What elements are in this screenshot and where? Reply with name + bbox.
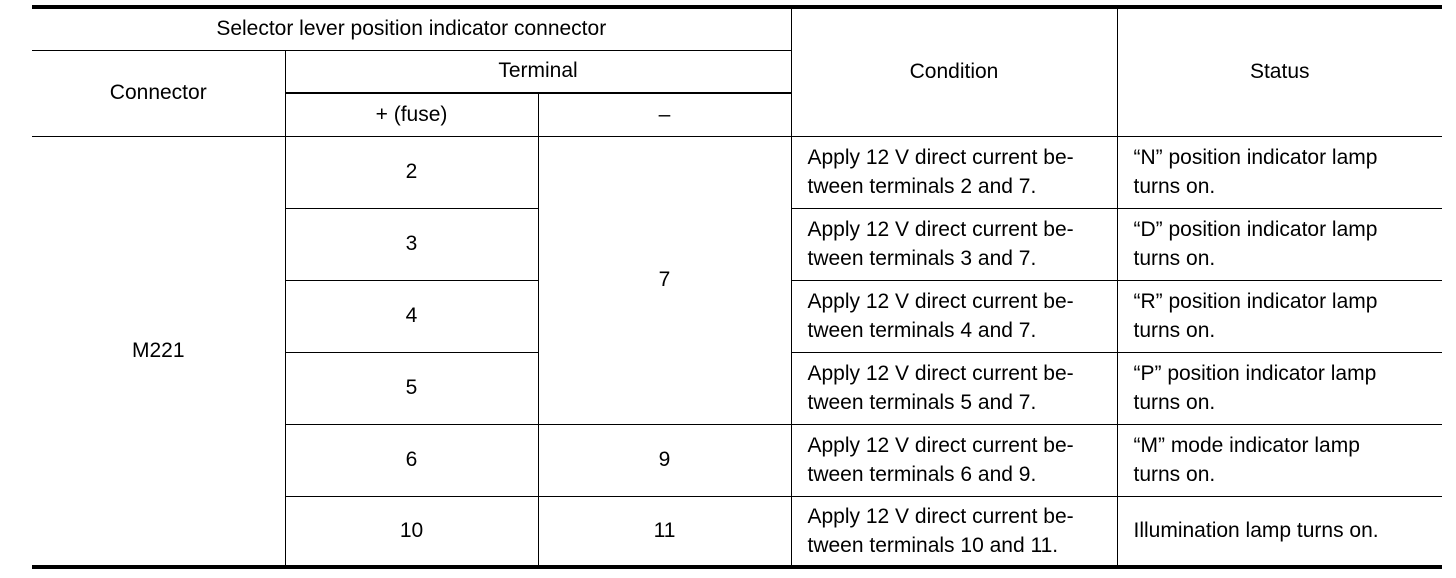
condition-cell: [791, 208, 1117, 280]
condition-line: Apply 12 V direct current be-: [807, 218, 1074, 241]
condition-cell: [791, 280, 1117, 352]
table-frame: [32, 0, 1442, 578]
status-cell: [1117, 496, 1442, 567]
condition-line: Apply 12 V direct current be-: [807, 146, 1074, 169]
status-line: “M” mode indicator lamp: [1133, 434, 1360, 457]
plus-terminal-cell: 10: [285, 496, 538, 567]
condition-line: tween terminals 3 and 7.: [807, 247, 1037, 270]
plus-terminal-cell: 3: [285, 208, 538, 280]
condition-line: Apply 12 V direct current be-: [807, 290, 1074, 313]
status-cell: [1117, 280, 1442, 352]
condition-header: Condition: [791, 7, 1117, 136]
status-line: turns on.: [1133, 391, 1216, 414]
minus-terminal-cell: 7: [538, 136, 791, 424]
condition-cell: [791, 496, 1117, 567]
condition-cell: [791, 424, 1117, 496]
condition-cell: [791, 352, 1117, 424]
status-cell: [1117, 208, 1442, 280]
status-line: “R” position indicator lamp: [1133, 290, 1378, 313]
plus-terminal-cell: 4: [285, 280, 538, 352]
table-row: [32, 136, 1442, 208]
plus-fuse-header: + (fuse): [285, 93, 538, 136]
condition-line: Apply 12 V direct current be-: [807, 362, 1074, 385]
status-line: “D” position indicator lamp: [1133, 218, 1378, 241]
status-cell: [1117, 424, 1442, 496]
status-line: Illumination lamp turns on.: [1133, 519, 1379, 543]
condition-line: tween terminals 10 and 11.: [807, 533, 1059, 557]
status-cell: [1117, 352, 1442, 424]
terminal-header: Terminal: [285, 50, 791, 93]
status-line: turns on.: [1133, 319, 1216, 342]
status-line: turns on.: [1133, 175, 1216, 198]
connector-cell: M221: [32, 136, 285, 567]
status-line: “P” position indicator lamp: [1133, 362, 1377, 385]
condition-cell: [791, 136, 1117, 208]
minus-terminal-cell: 9: [538, 424, 791, 496]
minus-header: –: [538, 93, 791, 136]
condition-line: tween terminals 2 and 7.: [807, 175, 1037, 198]
plus-terminal-cell: 5: [285, 352, 538, 424]
connector-header: Connector: [32, 50, 285, 136]
condition-line: tween terminals 6 and 9.: [807, 463, 1037, 486]
minus-terminal-cell: 11: [538, 496, 791, 567]
plus-terminal-cell: 2: [285, 136, 538, 208]
status-line: “N” position indicator lamp: [1133, 146, 1378, 169]
condition-line: Apply 12 V direct current be-: [807, 504, 1074, 528]
group-title-header: Selector lever position indicator connector: [32, 7, 791, 50]
condition-line: tween terminals 5 and 7.: [807, 391, 1037, 414]
status-line: turns on.: [1133, 247, 1216, 270]
condition-line: tween terminals 4 and 7.: [807, 319, 1037, 342]
plus-terminal-cell: 6: [285, 424, 538, 496]
condition-line: Apply 12 V direct current be-: [807, 434, 1074, 457]
status-header: Status: [1117, 7, 1442, 136]
connector-inspection-table: [32, 5, 1442, 569]
status-line: turns on.: [1133, 463, 1216, 486]
status-cell: [1117, 136, 1442, 208]
